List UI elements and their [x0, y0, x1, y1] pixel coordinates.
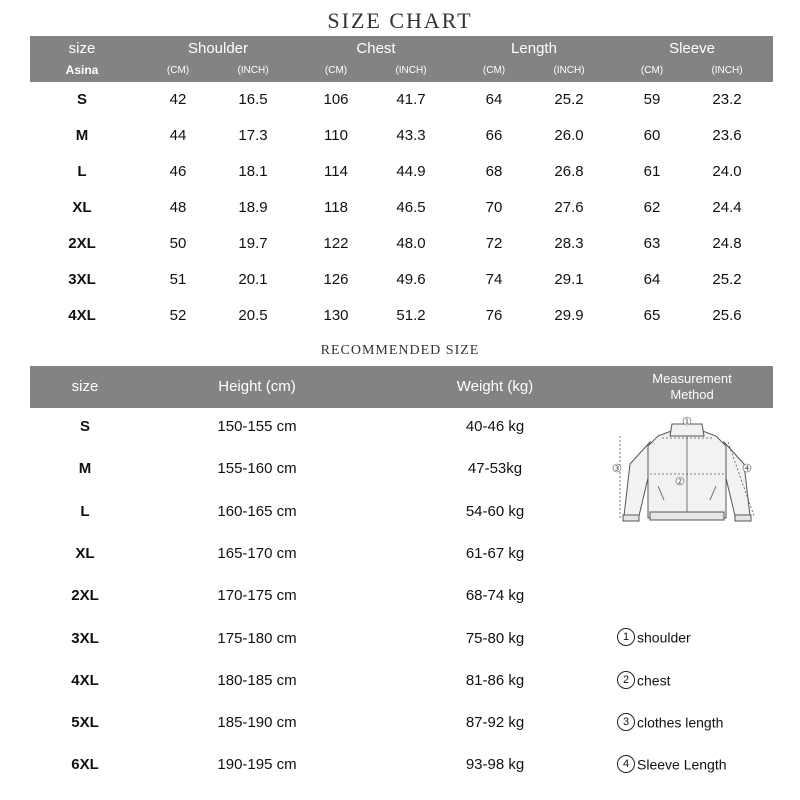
weight-value: 54-60 kg	[465, 502, 525, 520]
weight-value: 81-86 kg	[465, 671, 525, 689]
size-label: 3XL	[68, 271, 96, 288]
legend-number: 4	[617, 755, 635, 773]
legend-label: chest	[637, 672, 671, 689]
size-table-cell: 46.5	[396, 199, 426, 216]
size-table-row	[30, 298, 773, 334]
recommended-title: RECOMMENDED SIZE	[320, 343, 480, 358]
weight-value: 93-98 kg	[465, 756, 525, 774]
size-label: S	[79, 418, 90, 435]
size-table-cell: 44	[169, 127, 187, 144]
height-value: 155-160 cm	[217, 460, 297, 478]
legend-number: 2	[617, 671, 635, 689]
size-table-cell: 46	[169, 163, 187, 180]
height-value: 175-180 cm	[217, 629, 297, 647]
size-label: M	[78, 460, 92, 478]
asina-label: Asina	[65, 63, 99, 77]
size-table-cell: 28.3	[554, 235, 584, 252]
recommended-row	[30, 702, 610, 744]
height-value: 180-185 cm	[217, 671, 297, 689]
jacket-measurement-diagram	[612, 416, 762, 532]
size-label: 2XL	[68, 235, 96, 252]
size-column-header: size	[68, 40, 96, 57]
weight-value: 47-53kg	[467, 460, 523, 478]
size-table-cell: 51	[169, 271, 187, 288]
weight-value: 68-74 kg	[465, 587, 525, 605]
sleeve-header: Sleeve	[669, 40, 715, 57]
height-value: 160-165 cm	[217, 502, 297, 520]
recommended-row	[30, 575, 610, 617]
size-label: 4XL	[71, 671, 99, 689]
size-table-cell: 20.1	[238, 271, 268, 288]
unit-cm: (CM)	[324, 65, 348, 76]
legend-number: 1	[617, 628, 635, 646]
size-table-cell: 62	[643, 199, 661, 216]
chest-header: Chest	[356, 40, 396, 57]
size-table-cell: 51.2	[396, 307, 426, 324]
legend-number: 3	[617, 713, 635, 731]
size-table-cell: 126	[323, 271, 349, 288]
size-label: 4XL	[68, 307, 96, 324]
recommended-table-header	[30, 366, 773, 408]
weight-value: 87-92 kg	[465, 714, 525, 732]
size-table-cell: 41.7	[396, 91, 426, 108]
size-table-cell: 43.3	[396, 127, 426, 144]
size-table-cell: 16.5	[238, 91, 268, 108]
shoulder-header: Shoulder	[187, 40, 249, 57]
unit-cm: (CM)	[166, 65, 190, 76]
size-table-cell: 72	[485, 235, 503, 252]
size-table-cell: 24.4	[712, 199, 742, 216]
size-table-cell: 48	[169, 199, 187, 216]
size-table-cell: 64	[485, 91, 503, 108]
size-table-cell: 26.0	[554, 127, 584, 144]
recommended-row	[30, 533, 610, 575]
size-table-cell: 74	[485, 271, 503, 288]
size-table-cell: 25.2	[712, 271, 742, 288]
size-table-cell: 23.6	[712, 127, 742, 144]
size-table-cell: 20.5	[238, 307, 268, 324]
legend-label: Sleeve Length	[637, 756, 727, 773]
size-table-header	[30, 36, 773, 82]
size-label: 3XL	[71, 629, 99, 647]
size-table-cell: 122	[323, 235, 349, 252]
size-table-cell: 66	[485, 127, 503, 144]
size-label: 2XL	[71, 587, 99, 605]
unit-inch: (INCH)	[237, 65, 269, 76]
size-table-cell: 114	[324, 163, 348, 180]
weight-value: 40-46 kg	[465, 418, 525, 435]
size-label: XL	[72, 199, 92, 216]
size-table-cell: 27.6	[554, 199, 584, 216]
diagram-mark-4: 4	[744, 464, 750, 473]
size-table-cell: 29.1	[554, 271, 584, 288]
weight-header: Weight (kg)	[456, 378, 534, 395]
size-table-cell: 70	[485, 199, 503, 216]
size-table-cell: 68	[485, 163, 503, 180]
size-table-cell: 18.1	[238, 163, 268, 180]
recommended-row	[30, 448, 610, 490]
size-table-row	[30, 262, 773, 298]
size-table-cell: 44.9	[396, 163, 426, 180]
size-table-cell: 25.2	[554, 91, 584, 108]
height-value: 170-175 cm	[217, 587, 297, 605]
unit-cm: (CM)	[640, 65, 664, 76]
size-label: L	[77, 163, 87, 180]
size-table-cell: 29.9	[554, 307, 584, 324]
size-label: 5XL	[71, 714, 99, 732]
length-header: Length	[511, 40, 557, 57]
unit-inch: (INCH)	[553, 65, 585, 76]
size-table-cell: 19.7	[238, 235, 268, 252]
unit-cm: (CM)	[482, 65, 506, 76]
size-table-cell: 60	[643, 127, 661, 144]
size-table-cell: 65	[643, 307, 661, 324]
size-table-row	[30, 190, 773, 226]
diagram-mark-2: 2	[677, 477, 683, 486]
legend-item-clothes-length	[617, 713, 723, 731]
size-table-cell: 24.0	[712, 163, 742, 180]
size-table-cell: 23.2	[712, 91, 742, 108]
legend-item-chest	[617, 671, 670, 689]
size-table-cell: 50	[169, 235, 187, 252]
size-table-row	[30, 82, 773, 118]
height-value: 190-195 cm	[217, 756, 297, 774]
height-header: Height (cm)	[218, 378, 296, 395]
height-value: 165-170 cm	[217, 544, 297, 562]
diagram-mark-3: 3	[614, 464, 620, 473]
size-table-cell: 24.8	[712, 235, 742, 252]
unit-inch: (INCH)	[395, 65, 427, 76]
recommended-row	[30, 491, 610, 533]
legend-item-shoulder	[617, 628, 691, 646]
size-table-cell: 26.8	[554, 163, 584, 180]
size-table-cell: 61	[643, 163, 661, 180]
size-label: S	[76, 91, 87, 108]
height-value: 150-155 cm	[217, 418, 297, 435]
size-table-cell: 118	[324, 199, 348, 216]
height-value: 185-190 cm	[217, 714, 297, 732]
weight-value: 61-67 kg	[465, 544, 525, 562]
size-label: M	[75, 127, 89, 144]
legend-label: clothes length	[637, 714, 724, 731]
recommended-row	[30, 744, 610, 786]
page-title: SIZE CHART	[327, 8, 473, 33]
diagram-mark-1: 1	[684, 417, 690, 426]
recommended-row	[30, 660, 610, 702]
size-table-cell: 42	[169, 91, 187, 108]
size-table-cell: 25.6	[712, 307, 742, 324]
recommended-row	[30, 406, 610, 448]
size-table-cell: 59	[643, 91, 661, 108]
size-table-cell: 49.6	[396, 271, 426, 288]
legend-item-sleeve-length	[617, 755, 727, 773]
size-label: L	[80, 502, 90, 520]
size-table-cell: 17.3	[238, 127, 268, 144]
size-label: 6XL	[71, 756, 99, 774]
size-table-cell: 64	[643, 271, 661, 288]
size-table-cell: 63	[643, 235, 661, 252]
size-table-row	[30, 154, 773, 190]
size-table-cell: 52	[169, 307, 187, 324]
size-table-cell: 130	[323, 307, 349, 324]
size-table-cell: 76	[485, 307, 503, 324]
unit-inch: (INCH)	[711, 65, 743, 76]
size-table-row	[30, 226, 773, 262]
size-table-cell: 110	[324, 127, 348, 144]
legend-label: shoulder	[637, 629, 691, 646]
rec-size-header: size	[71, 378, 99, 395]
method-line: Method	[670, 387, 714, 402]
size-table-cell: 18.9	[238, 199, 268, 216]
size-table-row	[30, 118, 773, 154]
size-table-cell: 48.0	[396, 235, 426, 252]
recommended-row	[30, 618, 610, 660]
size-table-cell: 106	[323, 91, 349, 108]
measurement-method-header	[617, 371, 767, 403]
weight-value: 75-80 kg	[465, 629, 525, 647]
measurement-line: Measurement	[652, 371, 732, 386]
size-label: XL	[75, 544, 95, 562]
